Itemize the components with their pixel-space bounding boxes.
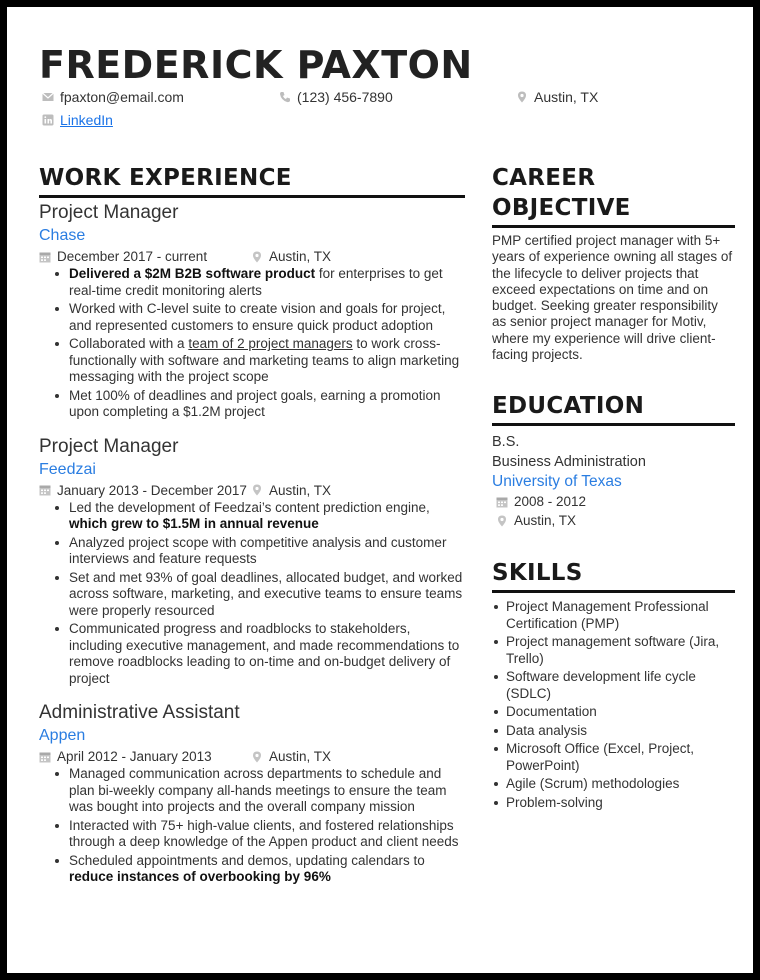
degree: B.S. (492, 434, 520, 451)
job-bullets (51, 766, 465, 886)
bullet-item: Delivered a $2M B2B software product for enterprises to get real-time credit monitoring alerts (51, 266, 465, 299)
career-objective-heading-line2: OBJECTIVE (492, 195, 631, 221)
linkedin-icon (42, 114, 54, 126)
jobs-list (39, 201, 465, 886)
phone-contact (279, 89, 393, 105)
linkedin-contact (42, 112, 113, 128)
company-name: Chase (39, 227, 86, 244)
bullet-item: Worked with C-level suite to create vision and goals for project, and represented customers to ensure quick product adoption (51, 301, 465, 334)
bullet-item: Collaborated with a team of 2 project managers to work cross-functionally with software and marketing teams to align marketing messaging with the project scope (51, 336, 465, 386)
sidebar-column (492, 163, 735, 813)
section-divider (39, 195, 465, 198)
bullet-item: Scheduled appointments and demos, updating calendars to reduce instances of overbooking by 96% (51, 853, 465, 886)
bullet-item: Set and met 93% of goal deadlines, allocated budget, and worked across software, marketing, and executive teams to ensure teams were properly resourced (51, 570, 465, 620)
job-location-text: Austin, TX (269, 249, 332, 264)
skill-item: Documentation (492, 704, 735, 721)
section-divider (492, 590, 735, 593)
bullet-item: Met 100% of deadlines and project goals, earning a promotion upon completing a $1.2M project (51, 388, 465, 421)
company-name: Appen (39, 727, 86, 744)
education-location-text: Austin, TX (514, 513, 577, 529)
skill-item: Project Management Professional Certification (PMP) (492, 599, 735, 632)
job-location-text: Austin, TX (269, 749, 332, 764)
work-experience-column (39, 163, 465, 900)
bullet-item: Led the development of Feedzai’s content prediction engine, which grew to $1.5M in annual revenue (51, 500, 465, 533)
job-entry (39, 701, 465, 886)
skill-item: Problem-solving (492, 795, 735, 812)
linkedin-link[interactable]: LinkedIn (60, 112, 113, 128)
underlined-text: team of 2 project managers (188, 336, 353, 351)
map-pin-icon (251, 251, 263, 263)
career-objective-heading (492, 163, 735, 223)
job-title: Project Manager (39, 202, 179, 223)
skill-item: Microsoft Office (Excel, Project, PowerPoint) (492, 741, 735, 774)
calendar-icon (496, 496, 508, 508)
bullet-item: Analyzed project scope with competitive analysis and customer interviews and feature requests (51, 535, 465, 568)
skill-item: Data analysis (492, 723, 735, 740)
work-experience-heading: WORK EXPERIENCE (39, 165, 292, 191)
phone-text: (123) 456-7890 (297, 89, 393, 105)
job-location-text: Austin, TX (269, 482, 332, 498)
education-heading: EDUCATION (492, 393, 645, 420)
map-pin-icon (251, 484, 263, 496)
job-title: Project Manager (39, 435, 179, 457)
bullet-item: Managed communication across departments to schedule and plan bi-weekly company all-hands meetings to ensure the team was bought into projects and the overall company mission (51, 766, 465, 816)
skills-list (492, 599, 735, 811)
job-bullets (51, 500, 465, 688)
job-dates-text: December 2017 - current (57, 249, 208, 264)
bullet-item: Interacted with 75+ high-value clients, and fostered relationships through a deep knowledge of the Appen product and client needs (51, 818, 465, 851)
job-meta (39, 481, 465, 500)
section-divider (492, 225, 735, 228)
envelope-icon (42, 91, 54, 103)
skills-heading: SKILLS (492, 560, 583, 587)
school-name: University of Texas (492, 473, 622, 491)
job-dates (39, 247, 251, 266)
skills-section (492, 558, 735, 811)
email-text[interactable]: fpaxton@email.com (60, 89, 184, 105)
bold-text: which grew to $1.5M in annual revenue (69, 516, 319, 531)
candidate-name: FREDERICK PAXTON (39, 43, 473, 87)
job-location (251, 481, 331, 500)
education-dates-text: 2008 - 2012 (514, 494, 587, 510)
calendar-icon (39, 251, 51, 263)
job-dates-text: April 2012 - January 2013 (57, 749, 212, 764)
job-meta (39, 747, 465, 766)
calendar-icon (39, 751, 51, 763)
email-contact (42, 89, 184, 105)
calendar-icon (39, 484, 51, 496)
education-section (492, 391, 735, 530)
career-objective-text: PMP certified project manager with 5+ years of experience owning all stages of the lifecycle to deliver projects that exceed expectations on time and on budget. Seeking greater responsibility as senior project manager for Motiv, where my experience will drive client-facing projects. (492, 233, 733, 363)
job-meta (39, 247, 465, 266)
job-dates (39, 481, 251, 500)
map-pin-icon (516, 91, 528, 103)
job-bullets (51, 266, 465, 421)
education-location (496, 511, 735, 530)
skill-item: Project management software (Jira, Trello) (492, 634, 735, 667)
section-divider (492, 423, 735, 426)
bold-text: reduce instances of overbooking by 96% (69, 869, 331, 884)
field-of-study: Business Administration (492, 454, 646, 471)
map-pin-icon (251, 751, 263, 763)
job-dates-text: January 2013 - December 2017 (57, 482, 247, 498)
job-location (251, 247, 331, 266)
job-location (251, 747, 331, 766)
map-pin-icon (496, 515, 508, 527)
phone-icon (279, 91, 291, 103)
skill-item: Agile (Scrum) methodologies (492, 776, 735, 793)
company-name: Feedzai (39, 460, 96, 478)
job-title: Administrative Assistant (39, 702, 240, 723)
location-contact (516, 89, 598, 105)
location-text: Austin, TX (534, 89, 599, 105)
career-objective-heading-line1: CAREER (492, 165, 596, 191)
job-entry (39, 201, 465, 421)
education-dates (496, 492, 735, 511)
job-entry (39, 435, 465, 688)
job-dates (39, 747, 251, 766)
bold-text: Delivered a $2M B2B software product (69, 266, 316, 281)
bullet-item: Communicated progress and roadblocks to stakeholders, including executive management, and made recommendations to remove roadblocks leading to on-time and on-budget delivery of project (51, 621, 465, 687)
skill-item: Software development life cycle (SDLC) (492, 669, 735, 702)
